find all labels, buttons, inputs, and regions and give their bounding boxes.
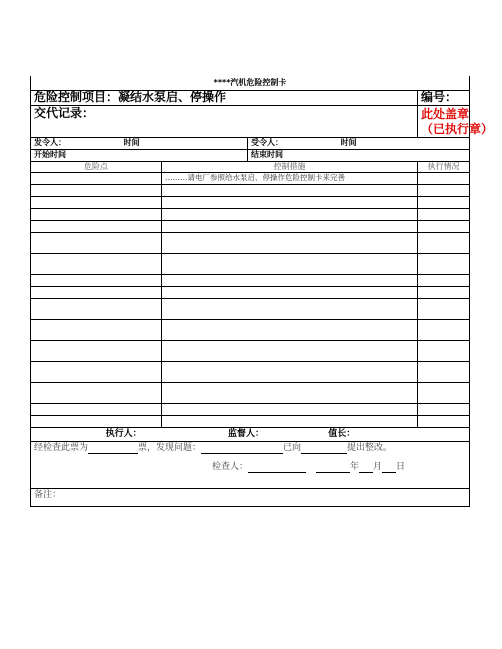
table-row (31, 197, 470, 209)
stamp-line-1: 此处盖章 (421, 107, 470, 121)
table-row (31, 275, 470, 287)
number-label: 编号： (418, 91, 470, 106)
receiver-label: 受令人： (251, 138, 283, 148)
day-blank[interactable] (382, 463, 396, 473)
table-row (31, 416, 470, 428)
shift-leader-label: 值长： (328, 428, 356, 439)
month-label: 月 (373, 462, 383, 473)
hazard-control-card (30, 76, 494, 507)
table-row (31, 299, 470, 320)
status-cell (418, 173, 470, 185)
remarks-row (31, 489, 470, 507)
col-status-header: 执行情况 (418, 162, 470, 173)
check-already-text: 已向 (283, 443, 302, 454)
check-ticket-text: 票，发现问题： (138, 443, 202, 454)
table-row (31, 254, 470, 275)
check-suggest-text: 提出整改。 (347, 443, 393, 454)
hazard-cell (31, 173, 162, 185)
table-row (31, 341, 470, 362)
day-label: 日 (396, 462, 406, 473)
year-blank[interactable] (316, 463, 350, 473)
inspection-row (31, 442, 470, 489)
measures-note: ………请电厂参照给水泵启、停操作危险控制卡来完善 (162, 173, 418, 185)
table-row (31, 185, 470, 197)
check-prefix: 经检查此票为 (34, 443, 89, 454)
year-label: 年 (350, 462, 360, 473)
remarks-label: 备注： (31, 489, 470, 507)
end-time-label: 结束时间 (248, 150, 470, 162)
issuer-cell (31, 138, 248, 150)
table-row (31, 383, 470, 404)
ticket-type-blank[interactable] (88, 444, 138, 454)
inspector-blank[interactable] (248, 463, 306, 473)
table-row (31, 233, 470, 254)
issuer-time-label: 时间 (123, 138, 140, 148)
project-row (31, 91, 470, 106)
responsible-blank[interactable] (301, 444, 347, 454)
problem-blank[interactable] (201, 444, 283, 454)
inspector-label: 检查人： (212, 462, 249, 473)
inspector-line (34, 463, 466, 473)
project-label: 危险控制项目：凝结水泵启、停操作 (31, 91, 418, 106)
signature-cell (31, 428, 470, 442)
stamp-line-2: （已执行章） (421, 122, 494, 136)
table-row (31, 362, 470, 383)
receiver-cell (248, 138, 470, 150)
col-measures-header: 控制措施 (162, 162, 418, 173)
inspection-cell (31, 442, 470, 489)
issuer-label: 发令人： (34, 138, 66, 148)
table-row (31, 320, 470, 341)
stamp-area (418, 106, 494, 138)
issuer-row (31, 138, 470, 150)
inspection-line (34, 444, 466, 454)
card-table (30, 76, 494, 507)
col-hazard-header: 危险点 (31, 162, 162, 173)
handover-label: 交代记录： (31, 106, 418, 138)
handover-row (31, 106, 470, 138)
time-row (31, 150, 470, 162)
executor-label: 执行人： (105, 428, 142, 439)
month-blank[interactable] (359, 463, 373, 473)
table-row (31, 173, 470, 185)
table-row (31, 287, 470, 299)
column-header-row (31, 162, 470, 173)
receiver-time-label: 时间 (340, 138, 357, 148)
card-title: ****汽机危险控制卡 (31, 76, 470, 91)
table-row (31, 404, 470, 416)
title-row (31, 76, 470, 91)
table-row (31, 209, 470, 221)
table-row (31, 221, 470, 233)
supervisor-label: 监督人： (227, 428, 264, 439)
signature-row (31, 428, 470, 442)
start-time-label: 开始时间 (31, 150, 248, 162)
